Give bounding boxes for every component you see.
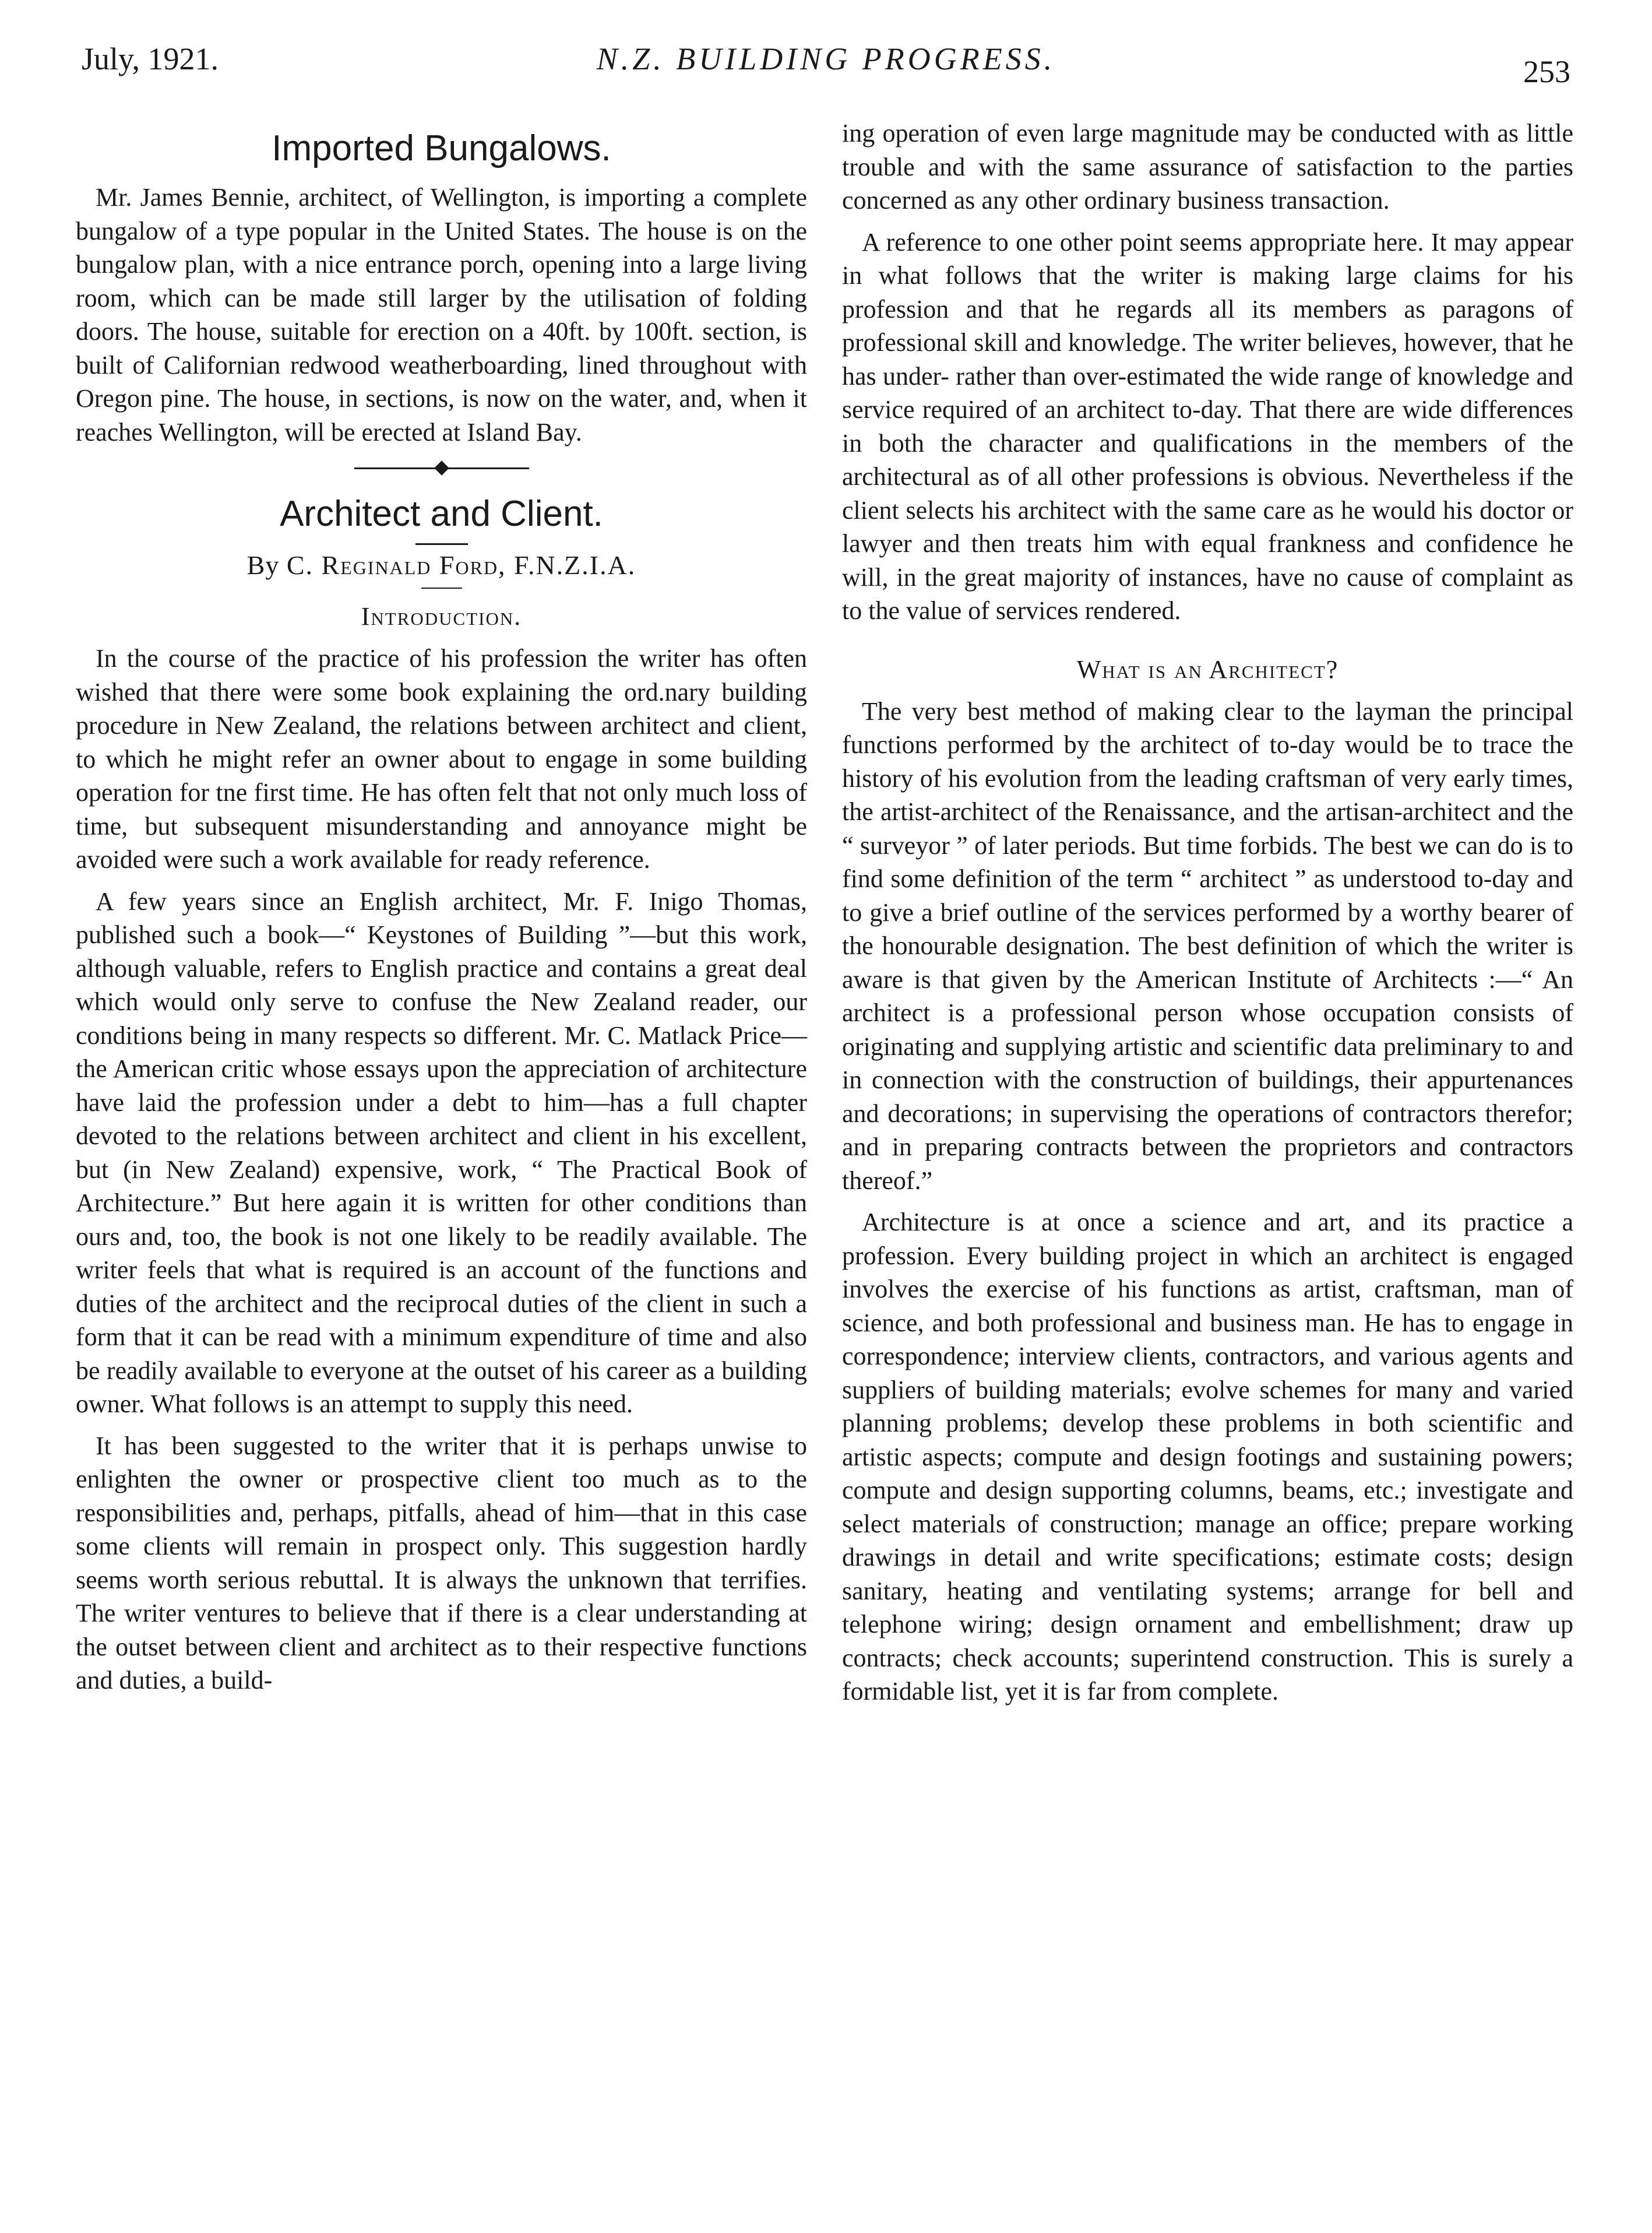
article-paragraph: In the course of the practice of his profession the writer has often wished that there were some book explaining the ord.nary building procedure in New Zealand, the relations between architect and client, to which he might refer an owner about to engage in some building operation for tne first time. He has often felt that not only much loss of time, but subsequent misunderstanding and annoyance might be avoided were such a work available for ready reference. (76, 644, 807, 874)
running-head (82, 41, 1570, 93)
author-name: C. Reginald Ford, F.N.Z.I.A. (286, 550, 636, 580)
publication-title: N.Z. BUILDING PROGRESS. (596, 41, 1056, 76)
section-heading-what-is-an-architect: What is an Architect? (1076, 655, 1339, 684)
page-number: 253 (1523, 54, 1570, 89)
byline-prefix: By (246, 550, 280, 580)
article-paragraph: A few years since an English architect, Mr. F. Inigo Thomas, published such a book—“ Keystones of Building ”—but this work, although valuable, refers to English practice and contains a great deal which would only serve to confuse the New Zealand reader, our conditions being in many respects so different. Mr. C. Matlack Price—the American critic whose essays upon the appreciation of architecture have laid the profession under a debt to him—has a full chapter devoted to the relations between architect and client in his excellent, but (in New Zealand) expensive, work, “ The Practical Book of Architecture.” But here again it is written for other conditions than ours and, too, the book is not one likely to be readily available. The writer feels that what is required is an account of the functions and duties of the architect and the reciprocal duties of the client in such a form that it can be read with a minimum expenditure of time and also be readily available to everyone at the outset of his career as a building owner. What follows is an attempt to supply this need. (76, 887, 807, 1418)
article-title-architect-and-client: Architect and Client. (280, 494, 603, 534)
article-paragraph: Mr. James Bennie, architect, of Wellington, is importing a complete bungalow of a type popular in the United States. The house is on the bungalow plan, with a nice entrance porch, opening into a large living room, which can be made still larger by the utilisation of folding doors. The house, suitable for erection on a 40ft. by 100ft. section, is built of Californian redwood weatherboarding, lined throughout with Oregon pine. The house, in sections, is now on the water, and, when it reaches Wellington, will be erected at Island Bay. (76, 183, 807, 446)
article-paragraph: The very best method of making clear to the layman the principal functions performed by the architect of to-day would be to trace the history of his evolution from the leading craftsman of very early times, the artist-architect of the Renaissance, and the artisan-architect and the “ surveyor ” of later periods. But time forbids. The best we can do is to find some definition of the term “ architect ” as understood to-day and to give a brief outline of the services performed by a worthy bearer of the honourable designation. The best definition of which the writer is aware is that given by the American Institute of Architects :—“ An architect is a professional person whose occupation consists of originating and supplying artistic and scientific data preliminary to and in connection with the construction of buildings, their appurtenances and decorations; in supervising the operations of contractors therefor; and in preparing contracts between the proprietors and contractors thereof.” (842, 697, 1573, 1195)
article-title-imported-bungalows: Imported Bungalows. (272, 128, 611, 168)
right-column (842, 117, 1573, 1717)
article-paragraph: A reference to one other point seems appropriate here. It may appear in what follows that the writer is making large claims for his profession and that he regards all its members as paragons of professional skill and knowledge. The writer believes, however, that he has under- rather than over-estimated the wide range of knowledge and service required of an architect to-day. That there are wide differences in both the character and qualifications in the members of the architectural as of all other professions is obvious. Nevertheless if the client selects his architect with the same care as he would his doctor or lawyer and then treats him with equal frankness and confidence he will, in the great majority of instances, have no cause of complaint as to the value of services rendered. (842, 227, 1573, 625)
section-divider-ornament (354, 457, 529, 480)
byline-rule (421, 588, 462, 589)
article-paragraph: It has been suggested to the writer that it is perhaps unwise to enlighten the owner or prospective client too much as to the responsibilities and, perhaps, pitfalls, ahead of him—that in this case some clients will remain in prospect only. This suggestion hardly seems worth serious rebuttal. It is always the unknown that terrifies. The writer ventures to believe that if there is a clear understanding at the outset between client and architect as to their respective functions and duties, a build- (76, 1431, 807, 1694)
article-paragraph: Architecture is at once a science and art, and its practice a profession. Every building project in which an architect is engaged involves the exercise of his functions as artist, craftsman, man of science, and both professional and business man. He has to engage in correspondence; interview clients, contractors, and various agents and suppliers of building materials; evolve schemes for many and varied planning problems; develop these problems in both scientific and artistic aspects; compute and design footings and sustaining powers; compute and design supporting columns, beams, etc.; investigate and select materials of construction; manage an office; prepare working drawings in detail and write specifications; estimate costs; design sanitary, heating and ventilating systems; arrange for bell and telephone wiring; design ornament and embellishment; draw up contracts; check accounts; superintend construction. This is surely a formidable list, yet it is far from complete. (842, 1208, 1573, 1705)
section-heading-introduction: Introduction. (361, 602, 522, 631)
left-column (76, 117, 807, 1705)
article-paragraph-continued: ing operation of even large magnitude may be conducted with as little trouble and with the same assurance of satisfaction to the parties concerned as any other ordinary business transaction. (842, 119, 1573, 214)
title-rule (415, 543, 468, 545)
issue-date: July, 1921. (82, 41, 219, 76)
divider-diamond-icon (434, 460, 449, 475)
byline (76, 550, 807, 581)
